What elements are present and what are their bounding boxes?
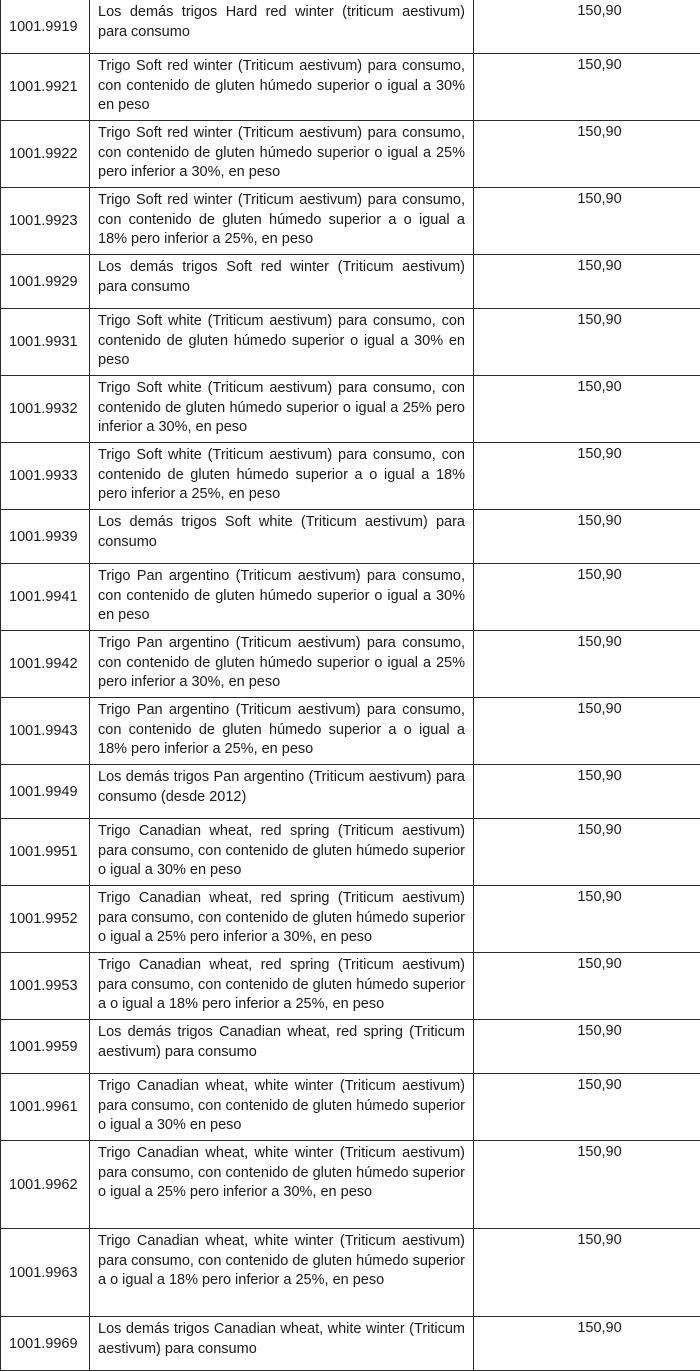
table-row [1, 819, 700, 886]
description-cell: Trigo Canadian wheat, red spring (Triticum aestivum) para consumo, con contenido de gluten húmedo superior o igual a 30% en peso [90, 819, 474, 886]
tariff-code-cell: 1001.9942 [1, 631, 90, 698]
value-cell: 150,90 [474, 1020, 700, 1074]
description-cell: Los demás trigos Soft white (Triticum aestivum) para consumo [90, 510, 474, 564]
table-row [1, 54, 700, 121]
table-row [1, 698, 700, 765]
table-row [1, 510, 700, 564]
tariff-code-cell: 1001.9922 [1, 121, 90, 188]
description-cell: Trigo Canadian wheat, red spring (Triticum aestivum) para consumo, con contenido de gluten húmedo superior o igual a 25% pero inferior a 30%, en peso [90, 886, 474, 953]
table-row [1, 443, 700, 510]
table-row [1, 1020, 700, 1074]
table-row [1, 1317, 700, 1371]
tariff-code-cell: 1001.9931 [1, 309, 90, 376]
table-row [1, 953, 700, 1020]
description-cell: Trigo Soft red winter (Triticum aestivum) para consumo, con contenido de gluten húmedo superior a o igual a 18% pero inferior a 25%, en peso [90, 188, 474, 255]
tariff-code-cell: 1001.9939 [1, 510, 90, 564]
tariff-code-cell: 1001.9963 [1, 1229, 90, 1317]
value-cell: 150,90 [474, 309, 700, 376]
table-row [1, 1229, 700, 1317]
tariff-code-cell: 1001.9949 [1, 765, 90, 819]
table-row [1, 1074, 700, 1141]
description-cell: Los demás trigos Soft red winter (Triticum aestivum) para consumo [90, 255, 474, 309]
table-row [1, 631, 700, 698]
value-cell: 150,90 [474, 443, 700, 510]
description-cell: Trigo Canadian wheat, white winter (Triticum aestivum) para consumo, con contenido de gluten húmedo superior o igual a 25% pero inferior a 30%, en peso [90, 1141, 474, 1229]
tariff-code-cell: 1001.9932 [1, 376, 90, 443]
tariff-code-cell: 1001.9929 [1, 255, 90, 309]
tariff-code-cell: 1001.9923 [1, 188, 90, 255]
value-cell: 150,90 [474, 1317, 700, 1371]
value-cell: 150,90 [474, 255, 700, 309]
description-cell: Los demás trigos Hard red winter (triticum aestivum) para consumo [90, 0, 474, 54]
value-cell: 150,90 [474, 631, 700, 698]
value-cell: 150,90 [474, 1141, 700, 1229]
value-cell: 150,90 [474, 819, 700, 886]
description-cell: Trigo Pan argentino (Triticum aestivum) para consumo, con contenido de gluten húmedo superior o igual a 25% pero inferior a 30%, en peso [90, 631, 474, 698]
description-cell: Trigo Pan argentino (Triticum aestivum) para consumo, con contenido de gluten húmedo superior a o igual a 18% pero inferior a 25%, en peso [90, 698, 474, 765]
tariff-code-cell: 1001.9951 [1, 819, 90, 886]
tariff-code-cell: 1001.9919 [1, 0, 90, 54]
value-cell: 150,90 [474, 121, 700, 188]
tariff-table-body [1, 0, 700, 1371]
tariff-code-cell: 1001.9933 [1, 443, 90, 510]
tariff-code-cell: 1001.9943 [1, 698, 90, 765]
table-row [1, 309, 700, 376]
description-cell: Trigo Canadian wheat, white winter (Triticum aestivum) para consumo, con contenido de gluten húmedo superior a o igual a 18% pero inferior a 25%, en peso [90, 1229, 474, 1317]
table-row [1, 376, 700, 443]
table-row [1, 255, 700, 309]
value-cell: 150,90 [474, 953, 700, 1020]
description-cell: Los demás trigos Pan argentino (Triticum aestivum) para consumo (desde 2012) [90, 765, 474, 819]
table-row [1, 1141, 700, 1229]
value-cell: 150,90 [474, 188, 700, 255]
value-cell: 150,90 [474, 564, 700, 631]
table-row [1, 765, 700, 819]
description-cell: Trigo Canadian wheat, white winter (Triticum aestivum) para consumo, con contenido de gluten húmedo superior o igual a 30% en peso [90, 1074, 474, 1141]
tariff-code-cell: 1001.9941 [1, 564, 90, 631]
description-cell: Los demás trigos Canadian wheat, red spring (Triticum aestivum) para consumo [90, 1020, 474, 1074]
value-cell: 150,90 [474, 1074, 700, 1141]
value-cell: 150,90 [474, 698, 700, 765]
table-row [1, 0, 700, 54]
value-cell: 150,90 [474, 886, 700, 953]
description-cell: Trigo Canadian wheat, red spring (Triticum aestivum) para consumo, con contenido de gluten húmedo superior a o igual a 18% pero inferior a 25%, en peso [90, 953, 474, 1020]
tariff-code-cell: 1001.9961 [1, 1074, 90, 1141]
tariff-code-cell: 1001.9969 [1, 1317, 90, 1371]
description-cell: Trigo Soft white (Triticum aestivum) para consumo, con contenido de gluten húmedo superior o igual a 25% pero inferior a 30%, en peso [90, 376, 474, 443]
table-row [1, 886, 700, 953]
description-cell: Trigo Soft white (Triticum aestivum) para consumo, con contenido de gluten húmedo superior o igual a 30% en peso [90, 309, 474, 376]
tariff-code-cell: 1001.9962 [1, 1141, 90, 1229]
description-cell: Trigo Soft red winter (Triticum aestivum) para consumo, con contenido de gluten húmedo superior o igual a 25% pero inferior a 30%, en peso [90, 121, 474, 188]
description-cell: Trigo Pan argentino (Triticum aestivum) para consumo, con contenido de gluten húmedo superior o igual a 30% en peso [90, 564, 474, 631]
description-cell: Trigo Soft white (Triticum aestivum) para consumo, con contenido de gluten húmedo superior a o igual a 18% pero inferior a 25%, en peso [90, 443, 474, 510]
value-cell: 150,90 [474, 1229, 700, 1317]
description-cell: Los demás trigos Canadian wheat, white winter (Triticum aestivum) para consumo [90, 1317, 474, 1371]
tariff-code-cell: 1001.9959 [1, 1020, 90, 1074]
value-cell: 150,90 [474, 54, 700, 121]
value-cell: 150,90 [474, 510, 700, 564]
value-cell: 150,90 [474, 765, 700, 819]
tariff-code-cell: 1001.9921 [1, 54, 90, 121]
table-row [1, 121, 700, 188]
tariff-code-cell: 1001.9953 [1, 953, 90, 1020]
table-row [1, 564, 700, 631]
value-cell: 150,90 [474, 376, 700, 443]
description-cell: Trigo Soft red winter (Triticum aestivum) para consumo, con contenido de gluten húmedo superior o igual a 30% en peso [90, 54, 474, 121]
tariff-code-cell: 1001.9952 [1, 886, 90, 953]
table-row [1, 188, 700, 255]
value-cell: 150,90 [474, 0, 700, 54]
